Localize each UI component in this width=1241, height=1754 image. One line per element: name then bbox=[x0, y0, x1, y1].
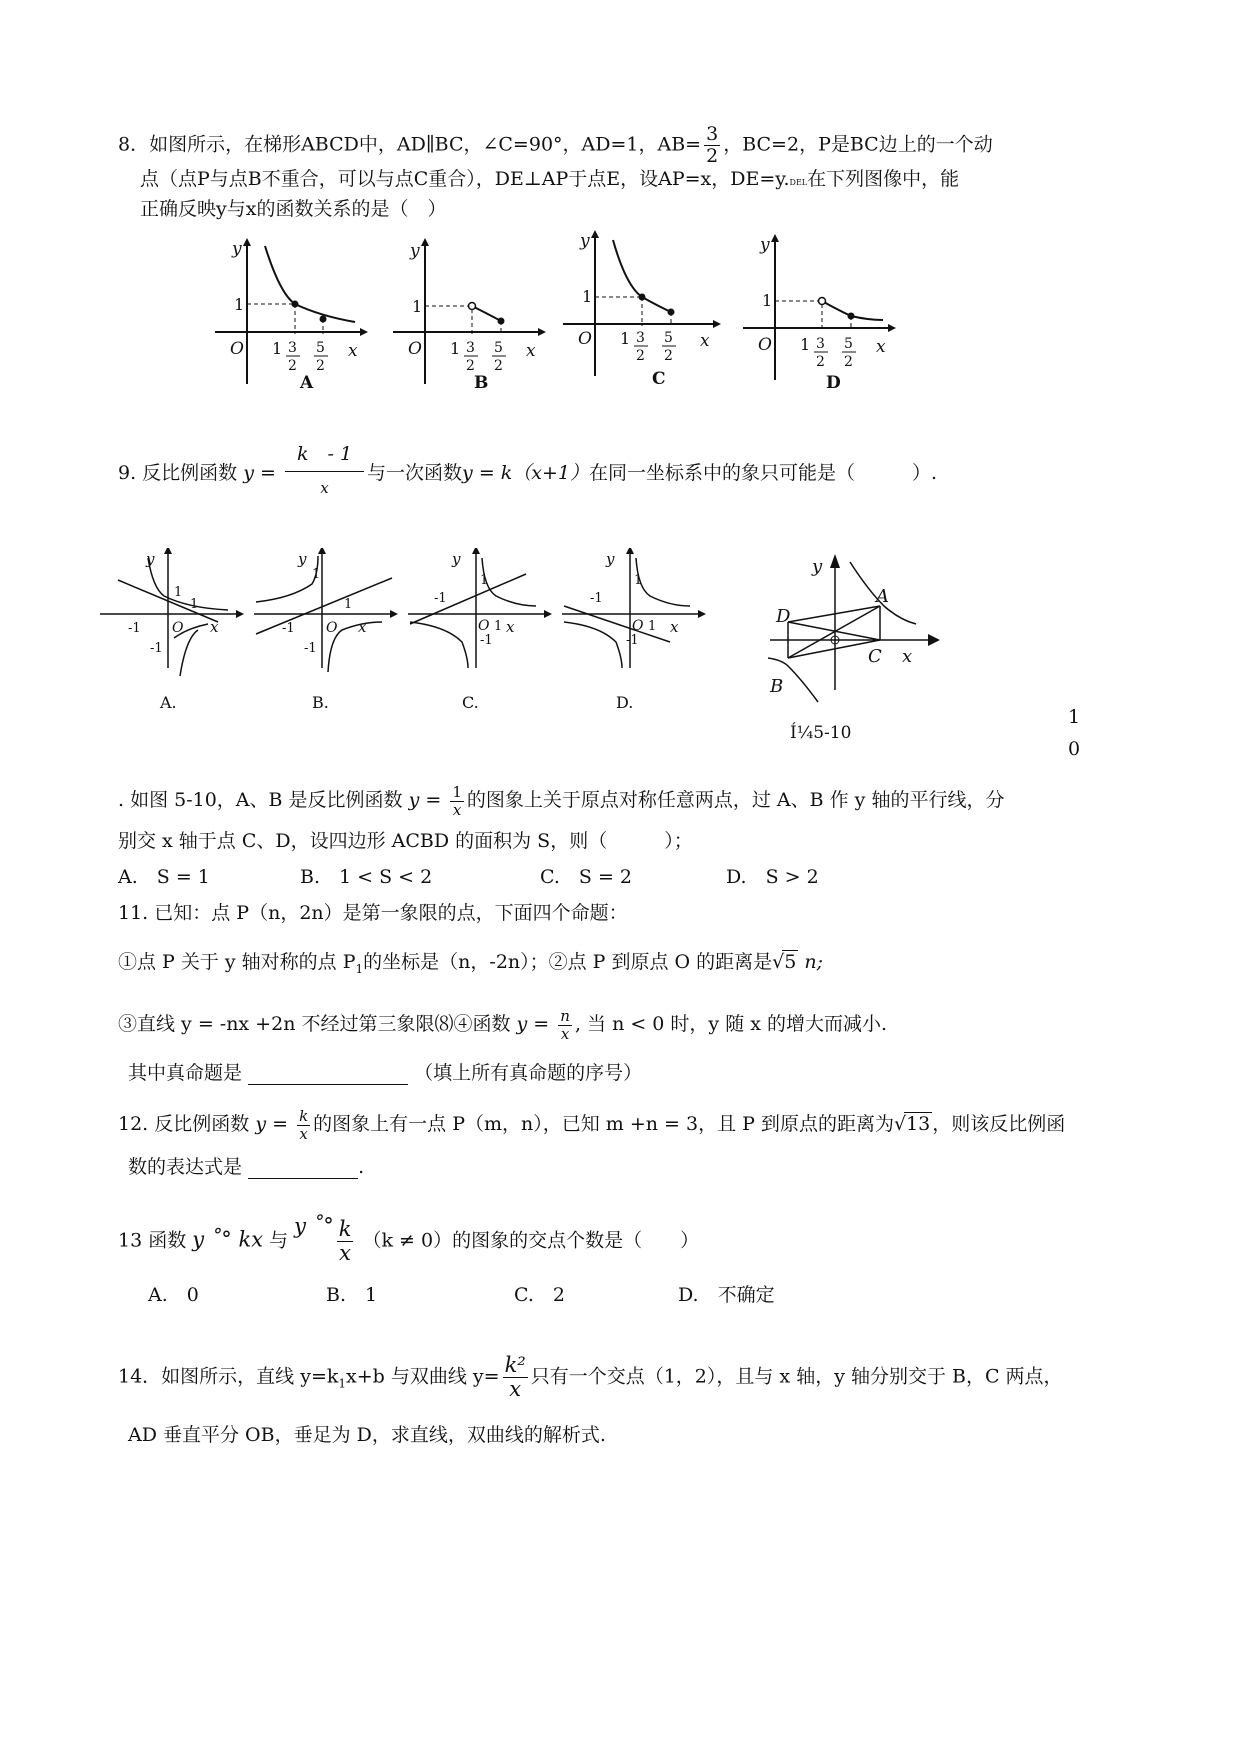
q9-graph-a bbox=[98, 548, 248, 728]
q8-line3: 正确反映y与x的函数关系的是（ ） bbox=[140, 198, 447, 220]
svg-text:B: B bbox=[474, 373, 489, 393]
q10-choice-d: D. S > 2 bbox=[726, 866, 819, 888]
q8-graph-b bbox=[388, 234, 548, 394]
q11-line2: ①点 P 关于 y 轴对称的点 $P_1$的坐标是（n，-2n）；②点 P 到原点 O 的距离是√5 n; bbox=[118, 951, 824, 976]
svg-text:1: 1 bbox=[234, 295, 245, 314]
svg-text:y: y bbox=[606, 550, 615, 568]
fraction-1-over-x: $\frac{1}{x}$ bbox=[452, 783, 462, 819]
fraction-k2-over-x: $\frac{\text{k²}}{x}$ bbox=[504, 1353, 526, 1402]
svg-text:1: 1 bbox=[190, 597, 199, 612]
svg-text:O: O bbox=[230, 339, 244, 359]
q10-choice-a: A. S = 1 bbox=[118, 866, 210, 888]
svg-text:3: 3 bbox=[466, 340, 475, 356]
q12-line2: 数的表达式是 . bbox=[128, 1156, 365, 1178]
svg-text:C: C bbox=[652, 369, 666, 389]
svg-text:A: A bbox=[876, 586, 889, 607]
q9-graph-c bbox=[406, 548, 556, 728]
svg-text:1: 1 bbox=[620, 329, 631, 348]
svg-text:2: 2 bbox=[636, 348, 645, 364]
q8-graph-c bbox=[558, 226, 723, 391]
svg-text:A.: A. bbox=[160, 693, 177, 712]
svg-text:D: D bbox=[776, 606, 791, 627]
svg-text:5: 5 bbox=[494, 340, 503, 356]
svg-text:5: 5 bbox=[316, 340, 325, 356]
svg-text:1: 1 bbox=[450, 339, 461, 358]
svg-text:x: x bbox=[506, 618, 515, 636]
q13-choice-a: A. 0 bbox=[148, 1284, 199, 1306]
side-digit-1: 1 bbox=[1068, 706, 1081, 728]
q12-line1: 12. 反比例函数 y = $\frac{k}{x}$ 的图象上有一点 P（m，n），已知 m +n = 3，且 P 到原点的距离为√13 ，则该反比例函 bbox=[118, 1107, 1066, 1143]
svg-text:Í¼5-10: Í¼5-10 bbox=[790, 723, 852, 743]
sqrt-symbol: √ bbox=[772, 951, 785, 973]
q10-line2: 别交 x 轴于点 C、D，设四边形 ACBD 的面积为 S，则（ ）； bbox=[118, 830, 693, 852]
svg-text:1: 1 bbox=[174, 585, 183, 600]
svg-text:y: y bbox=[298, 550, 307, 568]
q14-line2: AD 垂直平分 OB，垂足为 D，求直线，双曲线的解析式. bbox=[128, 1424, 606, 1446]
svg-text:-1: -1 bbox=[590, 591, 603, 606]
q8-graph-d bbox=[738, 230, 898, 395]
q8-line2: 点（点P与点B不重合，可以与点C重合），DE⊥AP于点E，设AP=x，DE=y.DEL在下列图像中，能 bbox=[140, 168, 960, 190]
svg-text:2: 2 bbox=[494, 358, 503, 374]
svg-text:x: x bbox=[902, 646, 913, 667]
fraction-3-2: $\frac{3}{2}$ bbox=[706, 123, 719, 167]
svg-text:C.: C. bbox=[462, 693, 479, 712]
q11-line3: ③直线 y = -nx +2n 不经过第三象限⑻④函数 y = $\frac{n}{x}$ , 当 n < 0 时，y 随 x 的增大而减小. bbox=[118, 1007, 888, 1043]
svg-text:D.: D. bbox=[616, 693, 634, 712]
q8-graph-a bbox=[210, 234, 370, 394]
svg-text:-1: -1 bbox=[282, 621, 295, 636]
q10-choice-b: B. 1 < S < 2 bbox=[300, 866, 433, 888]
svg-text:O: O bbox=[632, 618, 644, 634]
svg-text:y: y bbox=[146, 550, 155, 568]
fraction-k-over-x: $\frac{k}{x}$ bbox=[338, 1217, 352, 1266]
svg-text:B: B bbox=[770, 676, 784, 697]
svg-text:A: A bbox=[300, 373, 314, 393]
svg-text:D: D bbox=[826, 373, 841, 393]
answer-blank[interactable] bbox=[248, 1158, 358, 1179]
svg-text:C: C bbox=[868, 646, 882, 667]
fraction-n-over-x: $\frac{n}{x}$ bbox=[560, 1007, 570, 1043]
svg-text:1: 1 bbox=[762, 291, 773, 310]
svg-text:O: O bbox=[408, 339, 422, 359]
svg-text:y: y bbox=[812, 556, 823, 577]
svg-text:1: 1 bbox=[480, 573, 489, 588]
fraction-k-minus-1-over-x: k - 1 x bbox=[285, 444, 364, 496]
q9-line: 9. 反比例函数 y = k - 1 x 与一次函数y = k（x+1）在同一坐标系中的象只可能是（ ）. bbox=[118, 443, 938, 497]
svg-text:-1: -1 bbox=[434, 591, 447, 606]
q11-line4: 其中真命题是 （填上所有真命题的序号） bbox=[128, 1062, 643, 1084]
svg-text:x: x bbox=[358, 618, 367, 636]
svg-text:2: 2 bbox=[844, 354, 853, 370]
svg-text:1: 1 bbox=[412, 297, 423, 316]
sqrt-symbol: √ bbox=[893, 1113, 907, 1135]
svg-text:1: 1 bbox=[800, 335, 811, 354]
svg-text:3: 3 bbox=[288, 340, 297, 356]
svg-text:2: 2 bbox=[664, 348, 673, 364]
svg-text:y: y bbox=[452, 550, 461, 568]
q11-line1: 11. 已知：点 P（n，2n）是第一象限的点，下面四个命题： bbox=[118, 902, 628, 924]
svg-text:-1: -1 bbox=[150, 641, 163, 656]
svg-text:O: O bbox=[578, 329, 592, 349]
svg-text:O: O bbox=[172, 620, 184, 636]
svg-text:y: y bbox=[410, 241, 420, 261]
q9-graph-b bbox=[252, 548, 402, 728]
q13-choice-d: D. 不确定 bbox=[678, 1284, 775, 1306]
q14-line1: 14．如图所示，直线 $y=k_1x+b$ 与双曲线 y= $\frac{\text{k²}}{x}$ 只有一个交点（1，2），且与 x 轴，y 轴分别交于 B，C 两点， bbox=[118, 1353, 1063, 1402]
svg-text:1: 1 bbox=[582, 287, 593, 306]
svg-text:x: x bbox=[210, 618, 219, 636]
svg-text:x: x bbox=[670, 618, 679, 636]
svg-text:1: 1 bbox=[494, 619, 503, 634]
side-digit-0: 0 bbox=[1068, 738, 1081, 760]
svg-text:3: 3 bbox=[816, 336, 825, 352]
svg-text:3: 3 bbox=[636, 330, 645, 346]
svg-text:1: 1 bbox=[312, 567, 321, 582]
q13-choice-b: B. 1 bbox=[326, 1284, 378, 1306]
svg-text:2: 2 bbox=[288, 358, 297, 374]
svg-text:x: x bbox=[876, 337, 886, 357]
svg-text:1: 1 bbox=[634, 573, 643, 588]
svg-text:2: 2 bbox=[816, 354, 825, 370]
svg-text:1: 1 bbox=[648, 619, 657, 634]
svg-text:-1: -1 bbox=[480, 633, 493, 648]
svg-text:x: x bbox=[700, 331, 710, 351]
q10-line1: . 如图 5-10，A、B 是反比例函数 y = $\frac{1}{x}$ 的图象上关于原点对称任意两点，过 A、B 作 y 轴的平行线，分 bbox=[118, 783, 1005, 819]
svg-text:B.: B. bbox=[312, 693, 329, 712]
svg-text:y: y bbox=[760, 235, 770, 255]
svg-text:1: 1 bbox=[272, 339, 283, 358]
q8-line1: 8．如图所示，在梯形ABCD中，AD∥BC，∠C=90°，AD=1，AB= $\frac{3}{2}$ ，BC=2，P是BC边上的一个动 bbox=[118, 123, 993, 167]
svg-text:-1: -1 bbox=[304, 641, 317, 656]
q13-line: 13 函数 y ˚° kx 与 y ˚° $\frac{k}{x}$ （k ≠ 0）的图象的交点个数是（ ） bbox=[118, 1213, 700, 1266]
q13-choice-c: C. 2 bbox=[514, 1284, 565, 1306]
svg-text:y: y bbox=[232, 239, 242, 259]
svg-text:x: x bbox=[526, 341, 536, 361]
svg-text:x: x bbox=[348, 341, 358, 361]
svg-text:2: 2 bbox=[316, 358, 325, 374]
svg-text:-1: -1 bbox=[128, 621, 141, 636]
svg-text:5: 5 bbox=[664, 330, 673, 346]
svg-text:O: O bbox=[326, 620, 338, 636]
svg-text:1: 1 bbox=[344, 597, 353, 612]
svg-text:O: O bbox=[758, 335, 772, 355]
svg-text:5: 5 bbox=[844, 336, 853, 352]
fraction-k-over-x: $\frac{k}{x}$ bbox=[299, 1107, 309, 1143]
svg-text:-1: -1 bbox=[626, 633, 639, 648]
q10-choice-c: C. S = 2 bbox=[540, 866, 633, 888]
fig-5-10 bbox=[760, 550, 960, 750]
answer-blank[interactable] bbox=[248, 1064, 408, 1085]
svg-text:2: 2 bbox=[466, 358, 475, 374]
q9-graph-d bbox=[560, 548, 710, 728]
svg-text:y: y bbox=[580, 231, 590, 251]
svg-text:O: O bbox=[478, 618, 490, 634]
